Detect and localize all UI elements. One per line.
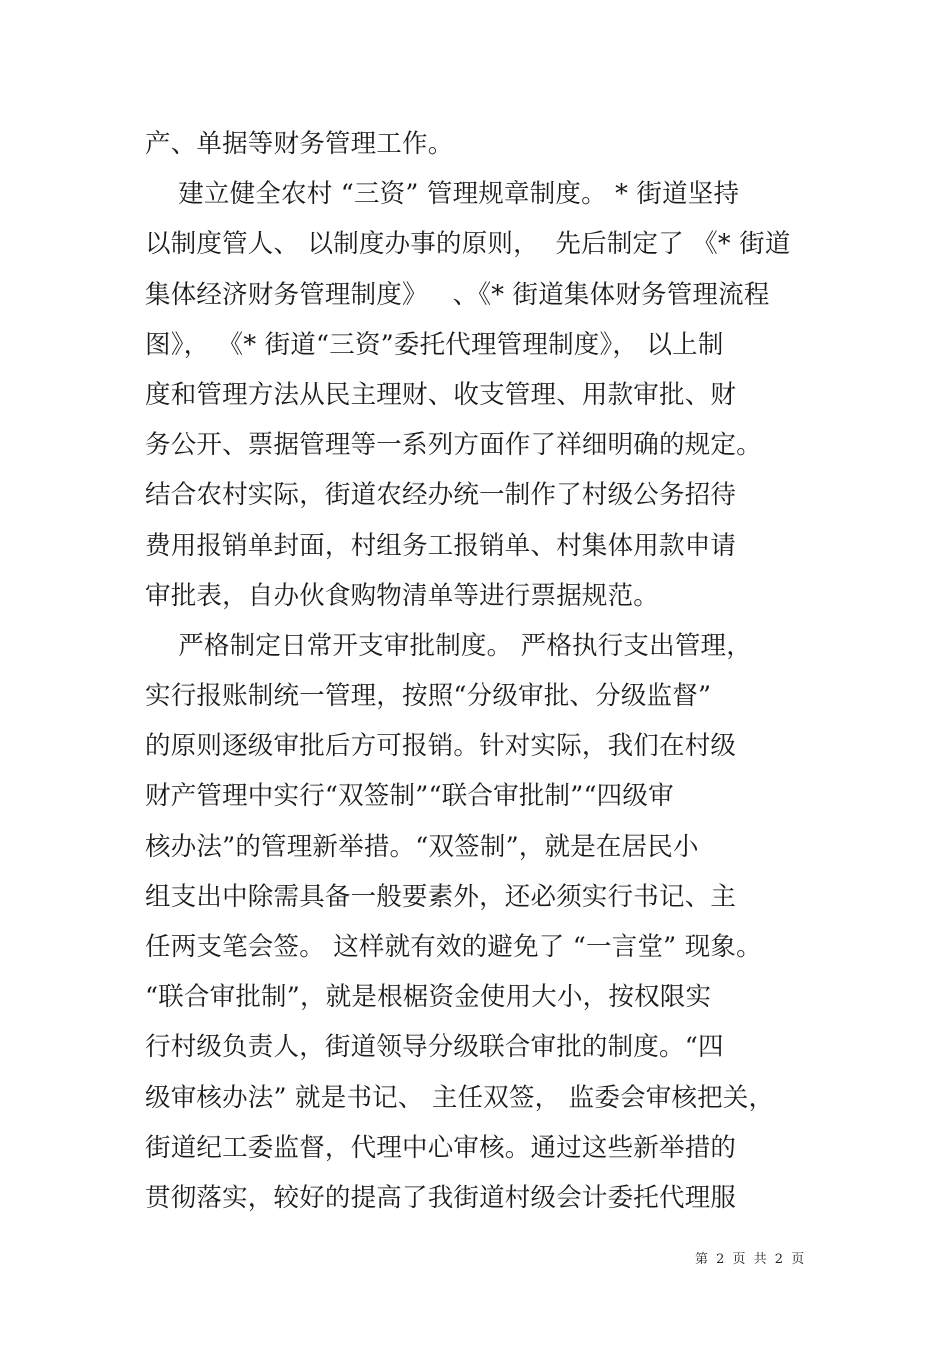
- text-line: 审批表，自办伙食购物清单等进行票据规范。: [145, 580, 660, 611]
- text-line: 产、单据等财务管理工作。: [145, 129, 454, 159]
- text-line: 实行报账制统一管理，按照“分级审批、分级监督”: [145, 681, 712, 712]
- text-line: 集体经济财务管理制度》 、《* 街道集体财务管理流程: [145, 279, 770, 310]
- text-line: 财产管理中实行“双签制”“联合审批制”“四级审: [145, 781, 674, 812]
- text-line: 度和管理方法从民主理财、收支管理、用款审批、财: [145, 379, 737, 410]
- text-line: 行村级负责人，街道领导分级联合审批的制度。“四: [145, 1032, 724, 1063]
- text-line: 街道纪工委监督，代理中心审核。通过这些新举措的: [145, 1132, 737, 1163]
- text-line: 费用报销单封面，村组务工报销单、村集体用款申请: [145, 530, 737, 561]
- text-line: 核办法”的管理新举措。“双签制”，就是在居民小: [145, 831, 699, 862]
- text-line: 级审核办法” 就是书记、 主任双签， 监委会审核把关，: [145, 1082, 775, 1113]
- text-line: 任两支笔会签。 这样就有效的避免了 “一言堂” 现象。: [145, 932, 762, 962]
- document-body: [145, 119, 825, 1223]
- text-line: 的原则逐级审批后方可报销。针对实际，我们在村级: [145, 731, 737, 762]
- text-line: 建立健全农村 “三资” 管理规章制度。 * 街道坚持: [145, 179, 740, 210]
- text-line: 贯彻落实，较好的提高了我街道村级会计委托代理服: [145, 1182, 737, 1213]
- text-line: 结合农村实际，街道农经办统一制作了村级公务招待: [145, 480, 737, 511]
- text-line: 务公开、票据管理等一系列方面作了祥细明确的规定。: [145, 430, 762, 461]
- text-line: 组支出中除需具备一般要素外，还必须实行书记、主: [145, 881, 737, 912]
- page-number-footer: 第 2 页 共 2 页: [695, 1252, 807, 1267]
- text-line: 图》， 《* 街道“三资”委托代理管理制度》， 以上制: [145, 329, 724, 360]
- text-line: 以制度管人、 以制度办事的原则， 先后制定了 《* 街道: [145, 229, 791, 260]
- text-line: 严格制定日常开支审批制度。 严格执行支出管理，: [145, 630, 752, 661]
- text-line: “联合审批制”，就是根椐资金使用大小，按权限实: [145, 982, 712, 1013]
